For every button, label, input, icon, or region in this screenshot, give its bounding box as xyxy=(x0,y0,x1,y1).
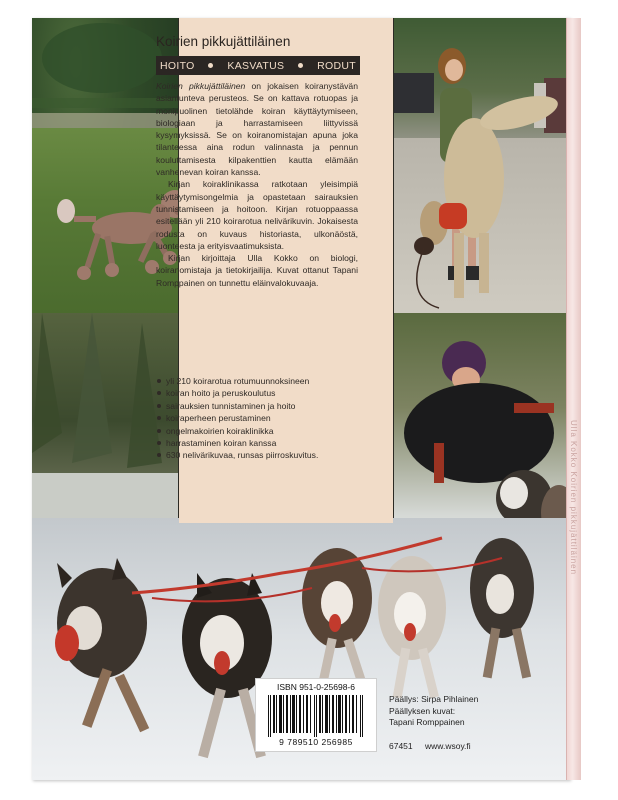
product-code: 67451 xyxy=(389,741,413,751)
cover-photographer: Tapani Romppainen xyxy=(389,717,465,727)
bullet-dot-icon xyxy=(298,63,303,68)
isbn-label: ISBN 951-0-25698-6 xyxy=(277,682,355,692)
cover-credits xyxy=(389,694,529,729)
description-lead-rest: on jokaisen koiranystävän asiantunteva perusteos. Se on kattava rotuopas ja monipuolinen tietolähde koiran käyttäytymiseen, biologiaan ja harrastamiseen liittyvissä kysymyksissä. Se on koiranomistajan apuna joka tilanteessa aina rodun valinnasta ja pennun kouluttamisesta kilpakenttien kautta elämään vanhenevan koiran kanssa. xyxy=(156,81,358,178)
description-para-1 xyxy=(156,80,358,178)
description-text xyxy=(156,80,358,289)
book-title: Koirien pikkujättiläinen xyxy=(156,34,291,49)
spine-title: Ulla Kokko Koirien pikkujättiläinen xyxy=(569,420,578,576)
feature-item: koiran hoito ja peruskoulutus xyxy=(156,387,358,399)
subtitle-kasvatus: KASVATUS xyxy=(227,59,285,72)
cover-photos-label: Päällyksen kuvat: xyxy=(389,705,456,716)
book-spine xyxy=(566,18,581,780)
subtitle-rodut: RODUT xyxy=(317,59,356,72)
feature-item: 630 nelivärikuvaa, runsas piirroskuvitus. xyxy=(156,449,358,461)
feature-item: koiraperheen perustaminen xyxy=(156,412,358,424)
description-lead-italic: Koirien pikkujättiläinen xyxy=(156,81,246,91)
publisher-footer xyxy=(389,741,529,751)
description-para-2: Kirjan koiraklinikassa ratkotaan yleisimpiä käyttäytymisongelmia ja opastetaan sairauksien tunnistamiseen ja hoitoon. Kirjan rotuoppaassa esitellään yli 210 koirarotua nelivärikuvin. Jokaisesta rodusta on kuvaus historiasta, ulkonäöstä, luonteesta ja erityisvaatimuksista. xyxy=(156,179,358,251)
barcode-number: 9 789510 256985 xyxy=(279,737,353,747)
bullet-dot-icon xyxy=(208,63,213,68)
feature-item: yli 210 koirarotua rotumuunnoksineen xyxy=(156,375,358,387)
barcode-box xyxy=(255,678,377,752)
description-para-3: Kirjan kirjoittaja Ulla Kokko on biologi, koiranomistaja ja tietokirjailija. Kuvat ottanut Tapani Romppainen on tunnettu eläinvalokuvaaja. xyxy=(156,253,358,288)
barcode-icon xyxy=(266,695,366,737)
feature-item: sairauksien tunnistaminen ja hoito xyxy=(156,400,358,412)
subtitle-bar xyxy=(156,56,360,75)
publisher-website: www.wsoy.fi xyxy=(425,741,471,751)
cover-designer: Päällys: Sirpa Pihlainen xyxy=(389,694,479,704)
subtitle-hoito: HOITO xyxy=(160,59,195,72)
feature-item: harrastaminen koiran kanssa xyxy=(156,437,358,449)
feature-list xyxy=(156,375,358,462)
afghan-hound-photo xyxy=(394,18,570,313)
feature-item: ongelmakoirien koiraklinikka xyxy=(156,425,358,437)
woman-with-afghan-illustration xyxy=(394,18,570,313)
